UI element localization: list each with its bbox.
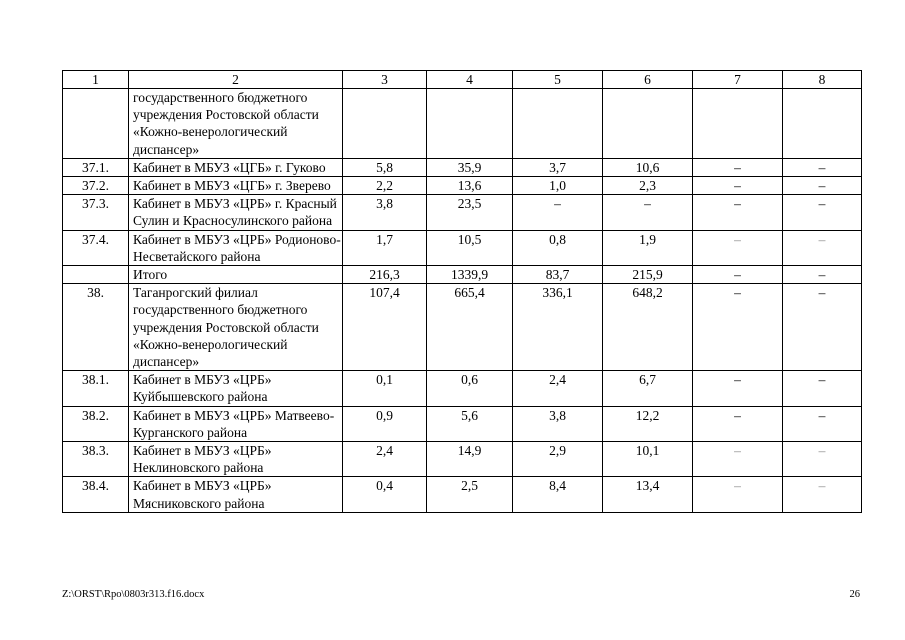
value-cell-col7: – — [693, 477, 783, 512]
value-cell-col3: 216,3 — [343, 266, 427, 284]
value-cell-col5: 83,7 — [513, 266, 603, 284]
value-cell-col4: 0,6 — [427, 371, 513, 406]
row-number-cell: 37.4. — [63, 230, 129, 265]
value-cell-col7: – — [693, 230, 783, 265]
row-name-cell: Кабинет в МБУЗ «ЦРБ» г. Красный Сулин и Красносулинского района — [129, 195, 343, 230]
value-cell-col3: 3,8 — [343, 195, 427, 230]
value-cell-col4: 5,6 — [427, 406, 513, 441]
data-table — [62, 70, 862, 513]
table-row — [63, 195, 862, 230]
table-row — [63, 230, 862, 265]
value-cell-col5: 3,7 — [513, 158, 603, 176]
value-cell-col8: – — [783, 284, 862, 371]
value-cell-col4: 35,9 — [427, 158, 513, 176]
value-cell-col8: – — [783, 371, 862, 406]
value-cell-col5: 1,0 — [513, 177, 603, 195]
table-row — [63, 158, 862, 176]
value-cell-col4: 665,4 — [427, 284, 513, 371]
column-header: 1 — [63, 71, 129, 89]
value-cell-col6: 10,6 — [603, 158, 693, 176]
value-cell-col6: – — [603, 195, 693, 230]
value-cell-col6: 215,9 — [603, 266, 693, 284]
row-number-cell — [63, 266, 129, 284]
value-cell-col8: – — [783, 230, 862, 265]
value-cell-col8 — [783, 89, 862, 159]
row-number-cell: 37.3. — [63, 195, 129, 230]
value-cell-col7 — [693, 89, 783, 159]
value-cell-col4: 2,5 — [427, 477, 513, 512]
value-cell-col4: 14,9 — [427, 442, 513, 477]
value-cell-col5 — [513, 89, 603, 159]
value-cell-col6: 6,7 — [603, 371, 693, 406]
value-cell-col8: – — [783, 442, 862, 477]
column-header: 2 — [129, 71, 343, 89]
value-cell-col3: 2,4 — [343, 442, 427, 477]
value-cell-col4 — [427, 89, 513, 159]
table-header-row — [63, 71, 862, 89]
row-name-cell: Кабинет в МБУЗ «ЦРБ» Неклиновского района — [129, 442, 343, 477]
row-name-cell: Кабинет в МБУЗ «ЦРБ» Мясниковского района — [129, 477, 343, 512]
row-number-cell: 38. — [63, 284, 129, 371]
row-name-cell: Кабинет в МБУЗ «ЦРБ» Родионово-Несветайского района — [129, 230, 343, 265]
value-cell-col8: – — [783, 477, 862, 512]
value-cell-col6 — [603, 89, 693, 159]
value-cell-col4: 10,5 — [427, 230, 513, 265]
row-number-cell: 38.3. — [63, 442, 129, 477]
row-number-cell: 38.2. — [63, 406, 129, 441]
row-name-cell: государственного бюджетного учреждения Ростовской области «Кожно-венерологический диспансер» — [129, 89, 343, 159]
table-row — [63, 89, 862, 159]
row-number-cell: 38.4. — [63, 477, 129, 512]
value-cell-col5: 3,8 — [513, 406, 603, 441]
column-header: 6 — [603, 71, 693, 89]
row-name-cell: Кабинет в МБУЗ «ЦРБ» Матвеево-Курганского района — [129, 406, 343, 441]
column-header: 8 — [783, 71, 862, 89]
value-cell-col3: 5,8 — [343, 158, 427, 176]
value-cell-col5: 2,9 — [513, 442, 603, 477]
value-cell-col8: – — [783, 406, 862, 441]
table-row — [63, 284, 862, 371]
value-cell-col7: – — [693, 266, 783, 284]
table-row — [63, 266, 862, 284]
value-cell-col3: 0,1 — [343, 371, 427, 406]
value-cell-col6: 13,4 — [603, 477, 693, 512]
table-row — [63, 371, 862, 406]
row-name-cell: Кабинет в МБУЗ «ЦГБ» г. Зверево — [129, 177, 343, 195]
row-name-cell: Кабинет в МБУЗ «ЦРБ» Куйбышевского района — [129, 371, 343, 406]
value-cell-col7: – — [693, 371, 783, 406]
value-cell-col5: 2,4 — [513, 371, 603, 406]
table-row — [63, 442, 862, 477]
value-cell-col3: 0,9 — [343, 406, 427, 441]
value-cell-col7: – — [693, 406, 783, 441]
table-row — [63, 177, 862, 195]
column-header: 7 — [693, 71, 783, 89]
value-cell-col5: – — [513, 195, 603, 230]
column-header: 5 — [513, 71, 603, 89]
row-number-cell: 37.1. — [63, 158, 129, 176]
value-cell-col7: – — [693, 158, 783, 176]
value-cell-col7: – — [693, 442, 783, 477]
table-row — [63, 406, 862, 441]
value-cell-col6: 648,2 — [603, 284, 693, 371]
row-name-cell: Таганрогский филиал государственного бюджетного учреждения Ростовской области «Кожно-венерологический диспансер» — [129, 284, 343, 371]
value-cell-col6: 12,2 — [603, 406, 693, 441]
value-cell-col8: – — [783, 195, 862, 230]
value-cell-col7: – — [693, 177, 783, 195]
value-cell-col3: 2,2 — [343, 177, 427, 195]
value-cell-col7: – — [693, 284, 783, 371]
value-cell-col8: – — [783, 266, 862, 284]
row-name-cell: Итого — [129, 266, 343, 284]
value-cell-col8: – — [783, 158, 862, 176]
row-number-cell — [63, 89, 129, 159]
column-header: 4 — [427, 71, 513, 89]
value-cell-col3 — [343, 89, 427, 159]
value-cell-col7: – — [693, 195, 783, 230]
value-cell-col8: – — [783, 177, 862, 195]
value-cell-col3: 0,4 — [343, 477, 427, 512]
value-cell-col5: 336,1 — [513, 284, 603, 371]
row-name-cell: Кабинет в МБУЗ «ЦГБ» г. Гуково — [129, 158, 343, 176]
footer-page-number: 26 — [849, 589, 860, 600]
table-row — [63, 477, 862, 512]
value-cell-col5: 8,4 — [513, 477, 603, 512]
value-cell-col6: 10,1 — [603, 442, 693, 477]
value-cell-col4: 23,5 — [427, 195, 513, 230]
footer-file-path: Z:\ORST\Rpo\0803r313.f16.docx — [62, 589, 205, 600]
value-cell-col3: 1,7 — [343, 230, 427, 265]
value-cell-col4: 13,6 — [427, 177, 513, 195]
value-cell-col4: 1339,9 — [427, 266, 513, 284]
row-number-cell: 38.1. — [63, 371, 129, 406]
value-cell-col6: 1,9 — [603, 230, 693, 265]
row-number-cell: 37.2. — [63, 177, 129, 195]
value-cell-col6: 2,3 — [603, 177, 693, 195]
column-header: 3 — [343, 71, 427, 89]
value-cell-col5: 0,8 — [513, 230, 603, 265]
value-cell-col3: 107,4 — [343, 284, 427, 371]
